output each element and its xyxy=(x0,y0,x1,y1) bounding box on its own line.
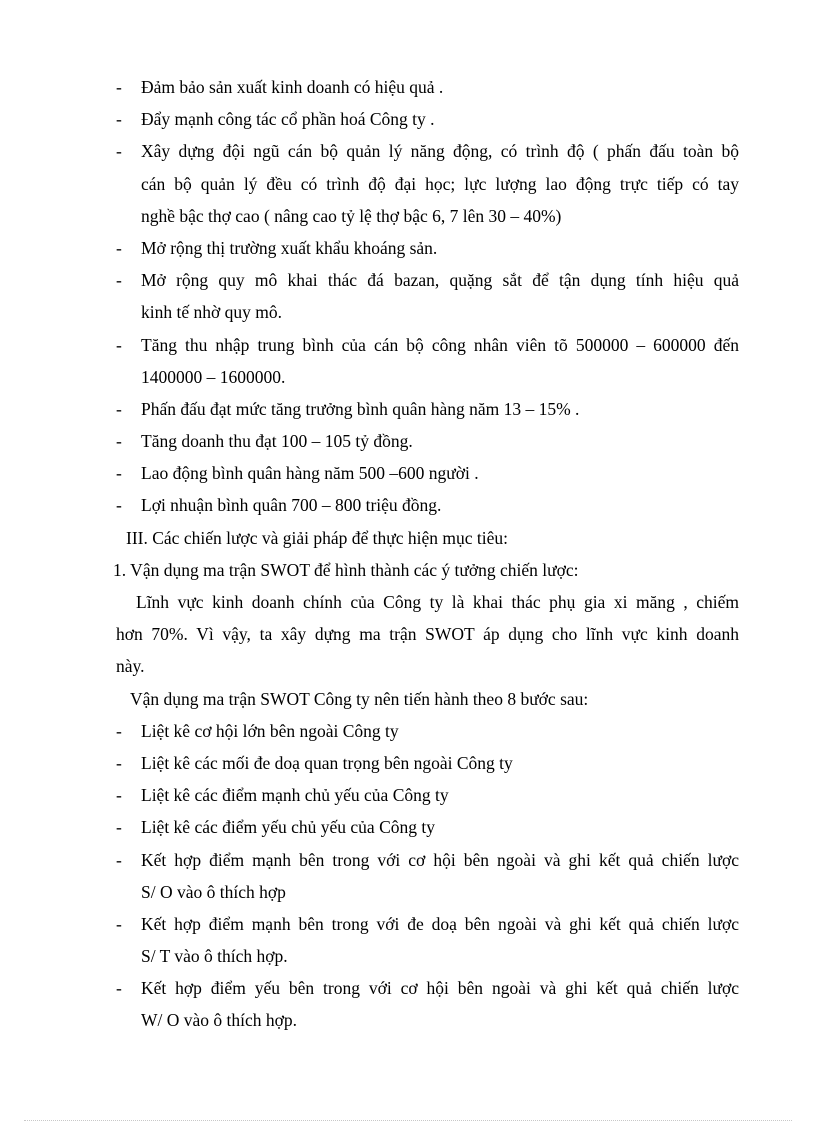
list-item xyxy=(116,489,739,521)
bullet-dash: - xyxy=(116,849,122,870)
bullet-dash: - xyxy=(116,77,122,97)
list-item-line: Xây dựng đội ngũ cán bộ quản lý năng động, có trình độ ( phấn đấu toàn bộ xyxy=(141,141,739,162)
list-item-line: Tăng doanh thu đạt 100 – 105 tỷ đồng. xyxy=(141,431,413,452)
list-item xyxy=(116,844,739,908)
bullet-dash: - xyxy=(116,270,122,291)
list-item xyxy=(116,425,739,457)
bullet-dash: - xyxy=(116,978,122,999)
list-item-line: Liệt kê các mối đe doạ quan trọng bên ngoài Công ty xyxy=(141,752,513,773)
list-item-line: kinh tế nhờ quy mô. xyxy=(141,302,282,323)
bullet-dash: - xyxy=(116,141,122,162)
bullet-dash: - xyxy=(116,463,122,484)
list-item-line: Kết hợp điểm yếu bên trong với cơ hội bên ngoài và ghi kết quả chiến lược xyxy=(141,978,739,999)
list-item xyxy=(116,393,739,425)
paragraph-line: này. xyxy=(116,656,145,677)
bullet-dash: - xyxy=(116,752,122,773)
list-item xyxy=(116,715,739,747)
list-item-line: S/ T vào ô thích hợp. xyxy=(141,946,288,967)
bullet-dash: - xyxy=(116,237,122,258)
document-body xyxy=(113,71,739,1037)
list-item-line: Kết hợp điểm mạnh bên trong với đe doạ bên ngoài và ghi kết quả chiến lược xyxy=(141,913,739,934)
list-item-line: Đảm bảo sản xuất kinh doanh có hiệu quả . xyxy=(141,77,444,97)
list-item-line: Lao động bình quân hàng năm 500 –600 người . xyxy=(141,463,479,484)
list-item xyxy=(116,135,739,232)
list-item xyxy=(116,103,739,135)
list-item-line: Liệt kê các điểm yếu chủ yếu của Công ty xyxy=(141,817,435,838)
list-item-line: nghề bậc thợ cao ( nâng cao tỷ lệ thợ bậc 6, 7 lên 30 – 40%) xyxy=(141,205,562,226)
bullet-dash: - xyxy=(116,817,122,838)
bullet-dash: - xyxy=(116,785,122,806)
list-item-line: cán bộ quản lý đều có trình độ đại học; lực lượng lao động trực tiếp có tay xyxy=(141,173,739,194)
bullet-dash: - xyxy=(116,495,122,516)
list-item-line: Tăng thu nhập trung bình của cán bộ công nhân viên tõ 500000 – 600000 đến xyxy=(141,334,739,355)
paragraph-main-business xyxy=(116,586,739,683)
paragraph-swot-steps: Vận dụng ma trận SWOT Công ty nên tiến hành theo 8 bước sau: xyxy=(130,688,589,709)
list-item-line: Mở rộng thị trường xuất khẩu khoáng sản. xyxy=(141,237,438,258)
list-item-line: W/ O vào ô thích hợp. xyxy=(141,1010,298,1031)
list-item xyxy=(116,908,739,972)
list-item-line: Kết hợp điểm mạnh bên trong với cơ hội bên ngoài và ghi kết quả chiến lược xyxy=(141,849,739,870)
list-item xyxy=(116,779,739,811)
list-item xyxy=(116,71,739,103)
list-item-line: S/ O vào ô thích hợp xyxy=(141,881,286,902)
list-item xyxy=(116,457,739,489)
paragraph-line: Lĩnh vực kinh doanh chính của Công ty là khai thác phụ gia xi măng , chiếm xyxy=(136,592,739,612)
list-item-line: Mở rộng quy mô khai thác đá bazan, quặng sắt để tận dụng tính hiệu quả xyxy=(141,270,739,291)
bullet-dash: - xyxy=(116,109,122,130)
bullet-dash: - xyxy=(116,431,122,452)
bullet-dash: - xyxy=(116,720,122,741)
swot-steps-list xyxy=(116,715,739,1037)
list-item-line: Liệt kê cơ hội lớn bên ngoài Công ty xyxy=(141,720,399,741)
bullet-dash: - xyxy=(116,334,122,355)
list-item xyxy=(116,747,739,779)
list-item-line: Lợi nhuận bình quân 700 – 800 triệu đồng. xyxy=(141,495,442,516)
list-item xyxy=(116,264,739,328)
goals-list xyxy=(116,71,739,522)
list-item-line: 1400000 – 1600000. xyxy=(141,366,286,387)
bullet-dash: - xyxy=(116,398,122,419)
list-item xyxy=(116,972,739,1036)
list-item-line: Liệt kê các điểm mạnh chủ yếu của Công ty xyxy=(141,785,449,806)
section-heading: III. Các chiến lược và giải pháp để thực hiện mục tiêu: xyxy=(126,527,508,548)
list-item xyxy=(116,811,739,843)
paragraph-line: hơn 70%. Vì vậy, ta xây dựng ma trận SWOT áp dụng cho lĩnh vực kinh doanh xyxy=(116,624,739,645)
list-item-line: Đẩy mạnh công tác cổ phần hoá Công ty . xyxy=(141,109,435,130)
list-item xyxy=(116,232,739,264)
bullet-dash: - xyxy=(116,913,122,934)
list-item xyxy=(116,329,739,393)
subsection-heading: 1. Vận dụng ma trận SWOT để hình thành các ý tưởng chiến lược: xyxy=(113,559,579,580)
list-item-line: Phấn đấu đạt mức tăng trưởng bình quân hàng năm 13 – 15% . xyxy=(141,398,580,419)
page-bottom-rule xyxy=(24,1120,792,1121)
